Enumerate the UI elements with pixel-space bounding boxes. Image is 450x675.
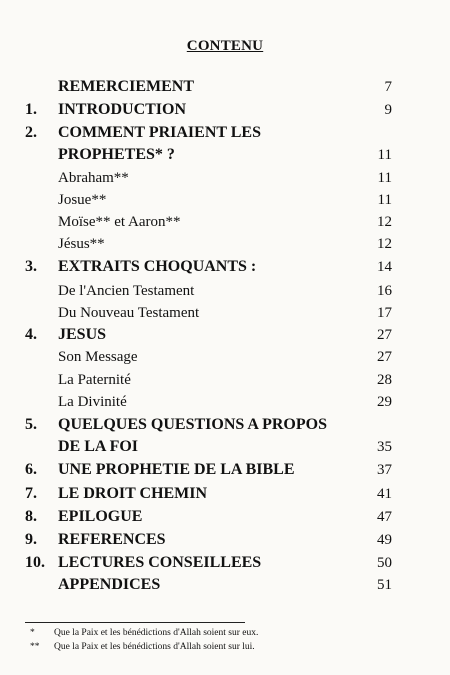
toc-page-number: 27	[377, 327, 392, 343]
toc-label: Jésus**	[58, 236, 105, 252]
toc-page-number: 37	[377, 462, 392, 478]
toc-label: JESUS	[58, 326, 107, 343]
toc-number: 10.	[25, 554, 45, 571]
toc-label: REFERENCES	[58, 531, 166, 548]
toc-page-number: 50	[377, 555, 392, 571]
toc-entry	[0, 124, 450, 146]
toc-entry	[0, 191, 450, 213]
toc-entry	[0, 554, 450, 576]
toc-page-number: 9	[384, 102, 392, 118]
footnote	[30, 642, 255, 652]
toc-page-number: 47	[377, 509, 392, 525]
toc-page-number: 11	[377, 192, 392, 208]
toc-entry	[0, 348, 450, 370]
toc-entry	[0, 282, 450, 304]
toc-number: 1.	[25, 101, 37, 118]
footnote-mark: **	[30, 642, 40, 652]
toc-entry	[0, 258, 450, 280]
toc-label: APPENDICES	[58, 576, 161, 593]
toc-page-number: 29	[377, 394, 392, 410]
toc-page-number: 11	[377, 147, 392, 163]
toc-page-number: 12	[377, 236, 392, 252]
toc-page-number: 11	[377, 170, 392, 186]
toc-label: De l'Ancien Testament	[58, 283, 195, 299]
footnote-divider	[25, 622, 245, 623]
toc-label: INTRODUCTION	[58, 101, 187, 118]
toc-label: EXTRAITS CHOQUANTS :	[58, 258, 257, 275]
toc-entry	[0, 508, 450, 530]
toc-number: 9.	[25, 531, 37, 548]
toc-number: 5.	[25, 416, 37, 433]
toc-label: QUELQUES QUESTIONS A PROPOS	[58, 416, 327, 433]
toc-label: Abraham**	[58, 170, 129, 186]
toc-label: LECTURES CONSEILLEES	[58, 554, 262, 571]
toc-number: 3.	[25, 258, 37, 275]
toc-number: 4.	[25, 326, 37, 343]
toc-entry	[0, 213, 450, 235]
toc-entry	[0, 416, 450, 438]
toc-page-number: 27	[377, 349, 392, 365]
toc-page-number: 7	[384, 79, 392, 95]
toc-entry	[0, 371, 450, 393]
toc-page-number: 16	[377, 283, 392, 299]
toc-page-number: 49	[377, 532, 392, 548]
toc-entry	[0, 438, 450, 460]
toc-entry	[0, 326, 450, 348]
toc-number: 2.	[25, 124, 37, 141]
toc-entry	[0, 393, 450, 415]
toc-label: DE LA FOI	[58, 438, 139, 455]
toc-entry	[0, 146, 450, 168]
toc-number: 7.	[25, 485, 37, 502]
toc-entry	[0, 169, 450, 191]
toc-label: PROPHETES* ?	[58, 146, 175, 163]
toc-page-number: 17	[377, 305, 392, 321]
toc-entry	[0, 101, 450, 123]
toc-label: La Divinité	[58, 394, 127, 410]
toc-label: La Paternité	[58, 372, 131, 388]
toc-label: Du Nouveau Testament	[58, 305, 200, 321]
toc-label: UNE PROPHETIE DE LA BIBLE	[58, 461, 295, 478]
toc-page-number: 12	[377, 214, 392, 230]
toc-entry	[0, 531, 450, 553]
toc-label: EPILOGUE	[58, 508, 143, 525]
toc-entry	[0, 235, 450, 257]
toc-entry	[0, 485, 450, 507]
footnote	[30, 628, 258, 638]
toc-page-number: 14	[377, 259, 392, 275]
toc-label: Moïse** et Aaron**	[58, 214, 181, 230]
toc-entry	[0, 461, 450, 483]
toc-label: COMMENT PRIAIENT LES	[58, 124, 261, 141]
footnote-text: Que la Paix et les bénédictions d'Allah soient sur lui.	[54, 642, 255, 652]
footnote-mark: *	[30, 628, 35, 638]
footnote-text: Que la Paix et les bénédictions d'Allah soient sur eux.	[54, 628, 259, 638]
toc-number: 6.	[25, 461, 37, 478]
toc-number: 8.	[25, 508, 37, 525]
toc-page-number: 41	[377, 486, 392, 502]
toc-label: Son Message	[58, 349, 138, 365]
toc-entry	[0, 78, 450, 100]
toc-page-number: 28	[377, 372, 392, 388]
toc-label: LE DROIT CHEMIN	[58, 485, 208, 502]
toc-page-number: 51	[377, 577, 392, 593]
toc-label: REMERCIEMENT	[58, 78, 195, 95]
toc-entry	[0, 576, 450, 598]
toc-entry	[0, 304, 450, 326]
toc-title: CONTENU	[186, 38, 264, 54]
toc-page-number: 35	[377, 439, 392, 455]
toc-label: Josue**	[58, 192, 107, 208]
